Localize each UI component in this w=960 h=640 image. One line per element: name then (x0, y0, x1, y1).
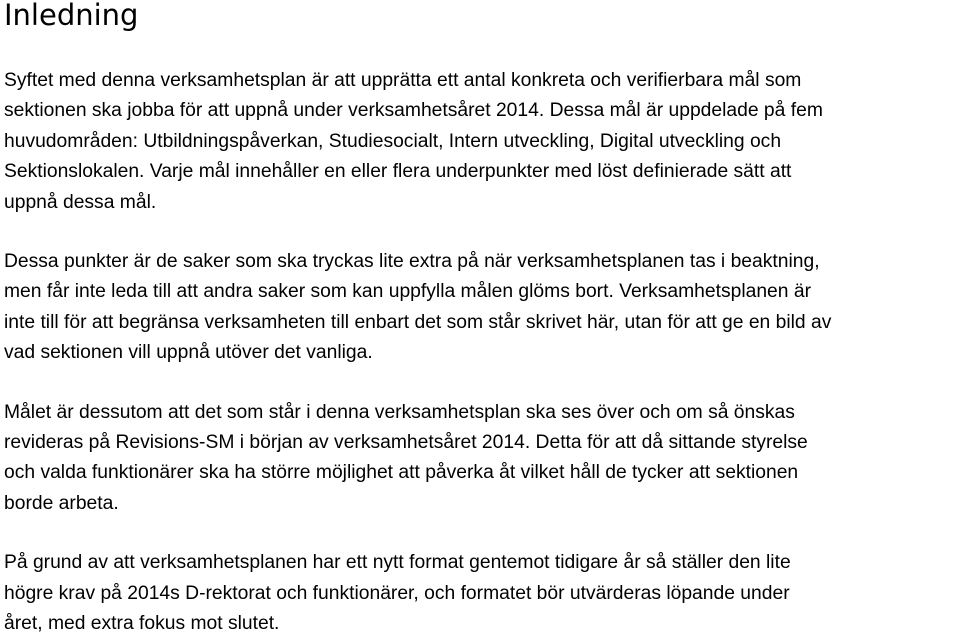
text-line: På grund av att verksamhetsplanen har ett nytt format gentemot tidigare år så ställer den lite (4, 552, 791, 574)
text-line: Sektionslokalen. Varje mål innehåller en eller flera underpunkter med löst definierade sätt att (4, 161, 792, 183)
text-line: men får inte leda till att andra saker som kan uppfylla målen glöms bort. Verksamhetsplanen är (4, 281, 812, 303)
paragraph-purpose (4, 66, 958, 218)
text-line: sektionen ska jobba för att uppnå under verksamhetsåret 2014. Dessa mål är uppdelade på fem (4, 100, 823, 122)
text-line: högre krav på 2014s D-rektorat och funktionärer, och formatet bör utvärderas löpande under (4, 582, 790, 604)
text-line: uppnå dessa mål. (4, 191, 157, 213)
paragraph-revision (4, 398, 958, 520)
text-line: revideras på Revisions-SM i början av verksamhetsåret 2014. Detta för att då sittande styrelse (4, 432, 808, 454)
paragraph-points (4, 247, 958, 369)
text-line: Målet är dessutom att det som står i denna verksamhetsplan ska ses över och om så önskas (4, 401, 795, 423)
paragraph-format (4, 548, 958, 639)
text-line: vad sektionen vill uppnå utöver det vanliga. (4, 342, 373, 364)
section-heading: Inledning (4, 0, 139, 32)
text-line: borde arbeta. (4, 492, 119, 514)
document-page (4, 0, 958, 640)
text-line: inte till för att begränsa verksamheten till enbart det som står skrivet här, utan för att ge en bild av (4, 311, 832, 333)
text-line: och valda funktionärer ska ha större möjlighet att påverka åt vilket håll de tycker att sektionen (4, 462, 799, 484)
text-line: Dessa punkter är de saker som ska tryckas lite extra på när verksamhetsplanen tas i beaktning, (4, 251, 820, 273)
text-line: huvudområden: Utbildningspåverkan, Studiesocialt, Intern utveckling, Digital utveckling och (4, 130, 782, 152)
text-line: året, med extra fokus mot slutet. (4, 613, 280, 635)
text-line: Syftet med denna verksamhetsplan är att upprätta ett antal konkreta och verifierbara mål som (4, 70, 802, 91)
